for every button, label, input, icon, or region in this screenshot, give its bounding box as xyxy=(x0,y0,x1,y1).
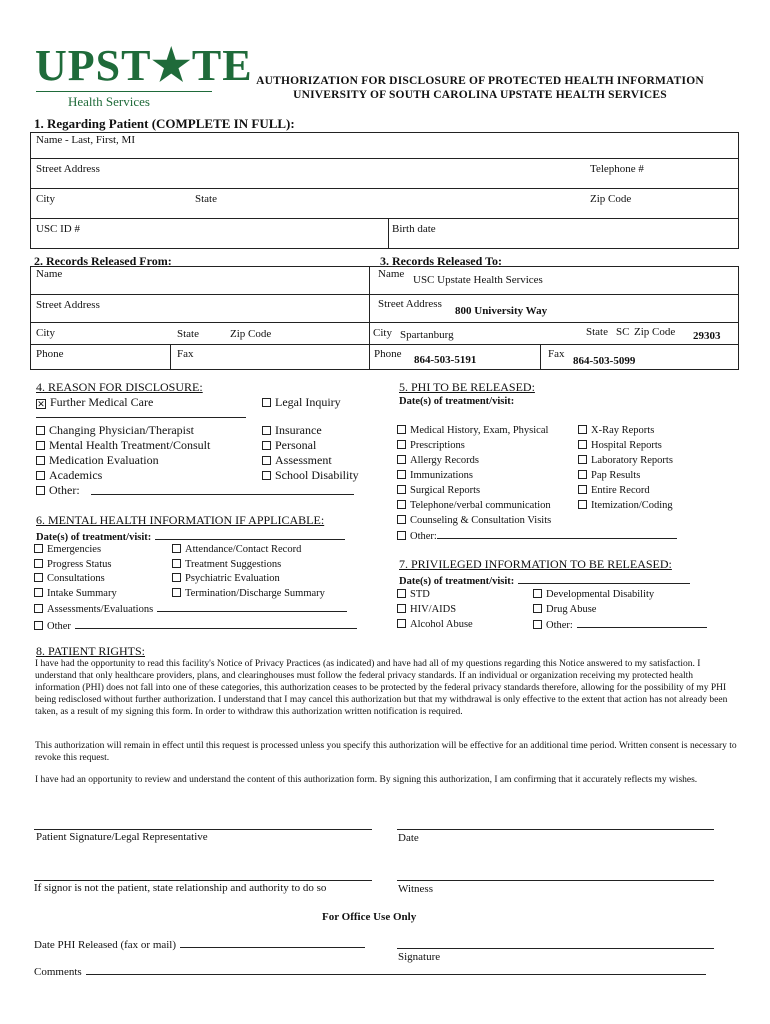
mental-option-label: Emergencies xyxy=(47,544,102,555)
mental-option-label: Treatment Suggestions xyxy=(185,558,282,570)
to-city-label: City xyxy=(373,327,392,339)
reason-other-line xyxy=(91,494,354,495)
checkbox-icon xyxy=(172,544,181,553)
checkbox-icon xyxy=(533,604,542,613)
header-line-1: AUTHORIZATION FOR DISCLOSURE OF PROTECTED HEALTH INFORMATION xyxy=(256,75,704,87)
checkbox-icon xyxy=(397,470,406,479)
mental-option-label: Other xyxy=(47,620,71,632)
mental-dates-line xyxy=(155,529,345,540)
privileged-option[interactable] xyxy=(397,617,473,632)
checkbox-icon xyxy=(578,500,587,509)
privileged-dates-text: Date(s) of treatment/visit: xyxy=(399,576,515,587)
mental-option[interactable] xyxy=(172,572,325,587)
reason-legal-inquiry[interactable] xyxy=(262,395,341,410)
checkbox-icon xyxy=(578,440,587,449)
checkbox-icon xyxy=(34,559,43,568)
phi-option-label: X-Ray Reports xyxy=(591,425,655,436)
reason-label: Academics xyxy=(49,468,103,482)
reason-mental-health[interactable] xyxy=(36,438,210,453)
checkbox-icon xyxy=(36,426,45,435)
col-divider xyxy=(388,218,389,249)
reason-other[interactable] xyxy=(36,483,80,498)
rights-paragraph-2: This authorization will remain in effect until this request is processed unless you specify this authorization will be effective for an additional time period. Written consent is necessary to revoke this request. xyxy=(35,741,737,763)
comments-line xyxy=(86,964,706,975)
checkbox-icon xyxy=(34,621,43,630)
patient-birthdate-label: Birth date xyxy=(392,223,436,235)
checkbox-icon xyxy=(172,559,181,568)
form-header xyxy=(250,74,710,102)
reason-changing-physician[interactable] xyxy=(36,423,194,438)
rights-paragraph-1: I have had the opportunity to read this facility's Notice of Privacy Practices (as indicated) and have had all of my questions regarding this Notice answered to my satisfaction. I understand that only healthcare providers, plans, and clearinghouses must follow the federal privacy standards. If an individual or organization receiving my protected health information (PHI) does not fall into one of these categories, this authorization ceases to be protected by the federal privacy standards therefore, allowing for the possibility of my PHI being redisclosed without further authorization. I understand that I may cancel this authorization but that my withdrawal is only effective to the extent that action has not already been taken, as a result of my signing this form. In order to withdraw this authorization written notification is required. xyxy=(35,659,728,717)
to-zip-value: 29303 xyxy=(693,330,721,342)
date-released-field[interactable] xyxy=(34,937,365,951)
section-8-title: 8. PATIENT RIGHTS: xyxy=(36,644,146,658)
privileged-option-label: Developmental Disability xyxy=(546,589,655,600)
phi-option[interactable] xyxy=(578,438,673,453)
checkbox-icon xyxy=(578,455,587,464)
privileged-option-label: STD xyxy=(410,589,430,600)
phi-right-list xyxy=(578,423,673,513)
reason-assessment[interactable] xyxy=(262,453,332,468)
reason-label: School Disability xyxy=(275,468,359,482)
checkbox-icon xyxy=(36,441,45,450)
patient-zip-label: Zip Code xyxy=(590,193,632,205)
section-5-title: 5. PHI TO BE RELEASED: xyxy=(399,380,535,394)
reason-academics[interactable] xyxy=(36,468,102,483)
mental-option-label: Assessments/Evaluations xyxy=(47,604,154,615)
privileged-option[interactable] xyxy=(533,587,707,602)
checkbox-icon xyxy=(262,471,271,480)
to-zip-label: Zip Code xyxy=(634,326,676,338)
privileged-other-line xyxy=(577,617,707,628)
comments-label: Comments xyxy=(34,966,82,978)
witness-line[interactable] xyxy=(397,880,714,881)
checkbox-icon xyxy=(397,515,406,524)
phi-option-label: Counseling & Consultation Visits xyxy=(410,515,552,526)
mental-option-label: Attendance/Contact Record xyxy=(185,544,302,555)
mental-option[interactable] xyxy=(34,618,357,635)
section-7-title: 7. PRIVILEGED INFORMATION TO BE RELEASED: xyxy=(399,557,672,571)
checkbox-icon xyxy=(262,398,271,407)
checkbox-icon xyxy=(533,620,542,629)
checkbox-icon xyxy=(172,588,181,597)
privileged-option-label: Drug Abuse xyxy=(546,604,597,615)
to-name-value: USC Upstate Health Services xyxy=(413,274,543,286)
patient-city-label: City xyxy=(36,193,55,205)
phi-option-label: Prescriptions xyxy=(410,440,465,451)
mental-option-label: Progress Status xyxy=(47,558,112,570)
phi-option-label: Medical History, Exam, Physical xyxy=(410,425,549,436)
phi-option-label: Entire Record xyxy=(591,485,650,496)
checkbox-icon xyxy=(578,425,587,434)
checkbox-icon xyxy=(262,456,271,465)
to-name-label: Name xyxy=(378,268,405,280)
from-street-label: Street Address xyxy=(36,299,100,311)
date-label: Date xyxy=(398,832,419,844)
reason-label: Other: xyxy=(49,483,80,497)
phi-option-label: Other: xyxy=(410,531,437,542)
phi-option-label: Immunizations xyxy=(410,470,473,481)
phi-other-line xyxy=(437,528,677,539)
mental-option-label: Termination/Discharge Summary xyxy=(185,587,325,599)
checkbox-icon xyxy=(34,588,43,597)
reason-label: Further Medical Care xyxy=(50,395,154,409)
date-line[interactable] xyxy=(397,829,714,830)
col-divider xyxy=(170,344,171,370)
patient-info-box xyxy=(30,132,739,249)
checkbox-icon xyxy=(578,470,587,479)
privileged-dates-line xyxy=(518,573,690,584)
to-state-value: SC xyxy=(616,326,630,338)
to-fax-value: 864-503-5099 xyxy=(573,355,636,367)
office-use-title: For Office Use Only xyxy=(322,911,417,923)
from-phone-label: Phone xyxy=(36,348,64,360)
phi-option[interactable] xyxy=(578,423,673,438)
from-zip-label: Zip Code xyxy=(230,328,272,340)
to-street-label: Street Address xyxy=(378,298,442,310)
reason-school-disability[interactable] xyxy=(262,468,359,483)
checkbox-icon xyxy=(262,441,271,450)
checked-checkbox-icon: ✕ xyxy=(37,399,45,409)
signor-relationship-label: If signor is not the patient, state relationship and authority to do so xyxy=(34,882,327,894)
mental-right-list xyxy=(172,543,325,601)
date-released-label: Date PHI Released (fax or mail) xyxy=(34,939,177,951)
mental-option[interactable] xyxy=(172,558,325,573)
to-state-label: State xyxy=(586,326,608,338)
to-fax-label: Fax xyxy=(548,348,565,360)
from-name-label: Name xyxy=(36,268,63,280)
to-city-value: Spartanburg xyxy=(400,329,454,341)
reason-label: Legal Inquiry xyxy=(275,395,341,409)
from-state-label: State xyxy=(177,328,199,340)
mental-option[interactable] xyxy=(34,601,357,618)
mental-option[interactable] xyxy=(172,543,325,558)
row-divider xyxy=(30,218,739,219)
row-divider xyxy=(30,344,739,345)
checkbox-icon xyxy=(172,573,181,582)
logo-subtitle: Health Services xyxy=(68,94,150,109)
reason-personal[interactable] xyxy=(262,438,316,453)
phi-option[interactable] xyxy=(578,468,673,483)
section-2-title: 2. Records Released From: xyxy=(34,254,172,268)
phi-option[interactable] xyxy=(397,513,677,528)
privileged-option-label: Alcohol Abuse xyxy=(410,619,473,630)
mental-other-line xyxy=(75,618,357,629)
privileged-option[interactable] xyxy=(533,602,707,617)
reason-insurance[interactable] xyxy=(262,423,322,438)
patient-signature-line[interactable] xyxy=(34,829,372,830)
reason-label: Medication Evaluation xyxy=(49,453,159,467)
patient-signature-label: Patient Signature/Legal Representative xyxy=(36,831,208,843)
to-phone-label: Phone xyxy=(374,348,402,360)
mental-dates-label xyxy=(36,529,345,543)
privileged-dates-label xyxy=(399,573,690,587)
divider xyxy=(36,417,246,418)
section-3-title: 3. Records Released To: xyxy=(380,254,502,268)
checkbox-icon xyxy=(397,440,406,449)
reason-label: Personal xyxy=(275,438,317,452)
section-4-title: 4. REASON FOR DISCLOSURE: xyxy=(36,380,203,394)
date-released-line xyxy=(180,937,365,948)
section-6-title: 6. MENTAL HEALTH INFORMATION IF APPLICABLE: xyxy=(36,513,325,527)
phi-option[interactable] xyxy=(397,528,677,544)
checkbox-icon xyxy=(36,471,45,480)
checkbox-icon xyxy=(34,573,43,582)
mental-option-label: Psychiatric Evaluation xyxy=(185,573,280,584)
mental-assess-line xyxy=(157,601,347,612)
checkbox-icon xyxy=(36,486,45,495)
reason-label: Mental Health Treatment/Consult xyxy=(49,438,211,452)
checkbox-icon xyxy=(578,485,587,494)
office-signature-line[interactable] xyxy=(397,948,714,949)
header-line-2: UNIVERSITY OF SOUTH CAROLINA UPSTATE HEALTH SERVICES xyxy=(293,89,667,101)
privileged-right-list xyxy=(533,587,707,633)
reason-label: Assessment xyxy=(275,453,332,467)
checkbox-icon xyxy=(34,604,43,613)
reason-medication-evaluation[interactable] xyxy=(36,453,159,468)
row-divider xyxy=(30,188,739,189)
mental-dates-text: Date(s) of treatment/visit: xyxy=(36,532,152,543)
checkbox-icon xyxy=(262,426,271,435)
phi-option[interactable] xyxy=(578,483,673,498)
checkbox-icon xyxy=(36,456,45,465)
phi-option[interactable] xyxy=(578,453,673,468)
signor-relationship-line[interactable] xyxy=(34,880,372,881)
to-street-value: 800 University Way xyxy=(455,305,548,317)
privileged-option[interactable] xyxy=(533,617,707,633)
witness-label: Witness xyxy=(398,883,433,895)
privileged-option-label: HIV/AIDS xyxy=(410,604,457,615)
phi-option-label: Allergy Records xyxy=(410,455,479,466)
section-1-title: 1. Regarding Patient (COMPLETE IN FULL): xyxy=(34,116,295,131)
checkbox-icon xyxy=(397,455,406,464)
phi-dates-label: Date(s) of treatment/visit: xyxy=(399,396,515,407)
patient-uscid-label: USC ID # xyxy=(36,223,81,235)
checkbox-icon xyxy=(397,604,406,613)
logo-divider xyxy=(36,91,212,92)
from-fax-label: Fax xyxy=(177,348,194,360)
rights-paragraph-3: I have had an opportunity to review and understand the content of this authorization form. By signing this authorization, I am confirming that it accurately reflects my wishes. xyxy=(35,775,698,785)
patient-telephone-label: Telephone # xyxy=(590,163,644,175)
privileged-option-label: Other: xyxy=(546,620,573,631)
office-signature-label: Signature xyxy=(398,951,441,963)
checkbox-icon xyxy=(397,485,406,494)
mental-option-label: Consultations xyxy=(47,573,105,584)
phi-option-label: Pap Results xyxy=(591,470,641,481)
reason-label: Changing Physician/Therapist xyxy=(49,423,194,437)
checkbox-icon xyxy=(397,589,406,598)
checkbox-icon xyxy=(397,500,406,509)
phi-option[interactable] xyxy=(578,498,673,513)
logo: UPST★TE xyxy=(35,41,253,90)
checkbox-icon xyxy=(533,589,542,598)
reason-label: Insurance xyxy=(275,423,322,437)
row-divider xyxy=(30,158,739,159)
mental-option-label: Intake Summary xyxy=(47,587,117,599)
patient-street-label: Street Address xyxy=(36,163,100,175)
row-divider xyxy=(30,294,739,295)
from-city-label: City xyxy=(36,327,55,339)
col-divider xyxy=(540,344,541,370)
phi-option-label: Hospital Reports xyxy=(591,440,662,451)
checkbox-icon xyxy=(34,544,43,553)
phi-option-label: Laboratory Reports xyxy=(591,455,673,466)
patient-state-label: State xyxy=(195,193,217,205)
privileged-option[interactable] xyxy=(397,602,473,617)
privileged-left-list xyxy=(397,587,473,632)
checkbox-icon xyxy=(397,619,406,628)
to-phone-value: 864-503-5191 xyxy=(414,354,477,366)
comments-field[interactable] xyxy=(34,964,706,978)
mental-option[interactable] xyxy=(172,587,325,602)
phi-option-label: Surgical Reports xyxy=(410,485,481,496)
reason-further-medical-care[interactable] xyxy=(36,395,153,410)
row-divider xyxy=(30,322,739,323)
checkbox-icon xyxy=(397,531,406,540)
col-divider xyxy=(369,266,370,370)
privileged-option[interactable] xyxy=(397,587,473,602)
phi-option-label: Itemization/Coding xyxy=(591,500,673,511)
patient-name-label: Name - Last, First, MI xyxy=(36,134,135,146)
phi-option-label: Telephone/verbal communication xyxy=(410,500,551,511)
checkbox-icon xyxy=(397,425,406,434)
